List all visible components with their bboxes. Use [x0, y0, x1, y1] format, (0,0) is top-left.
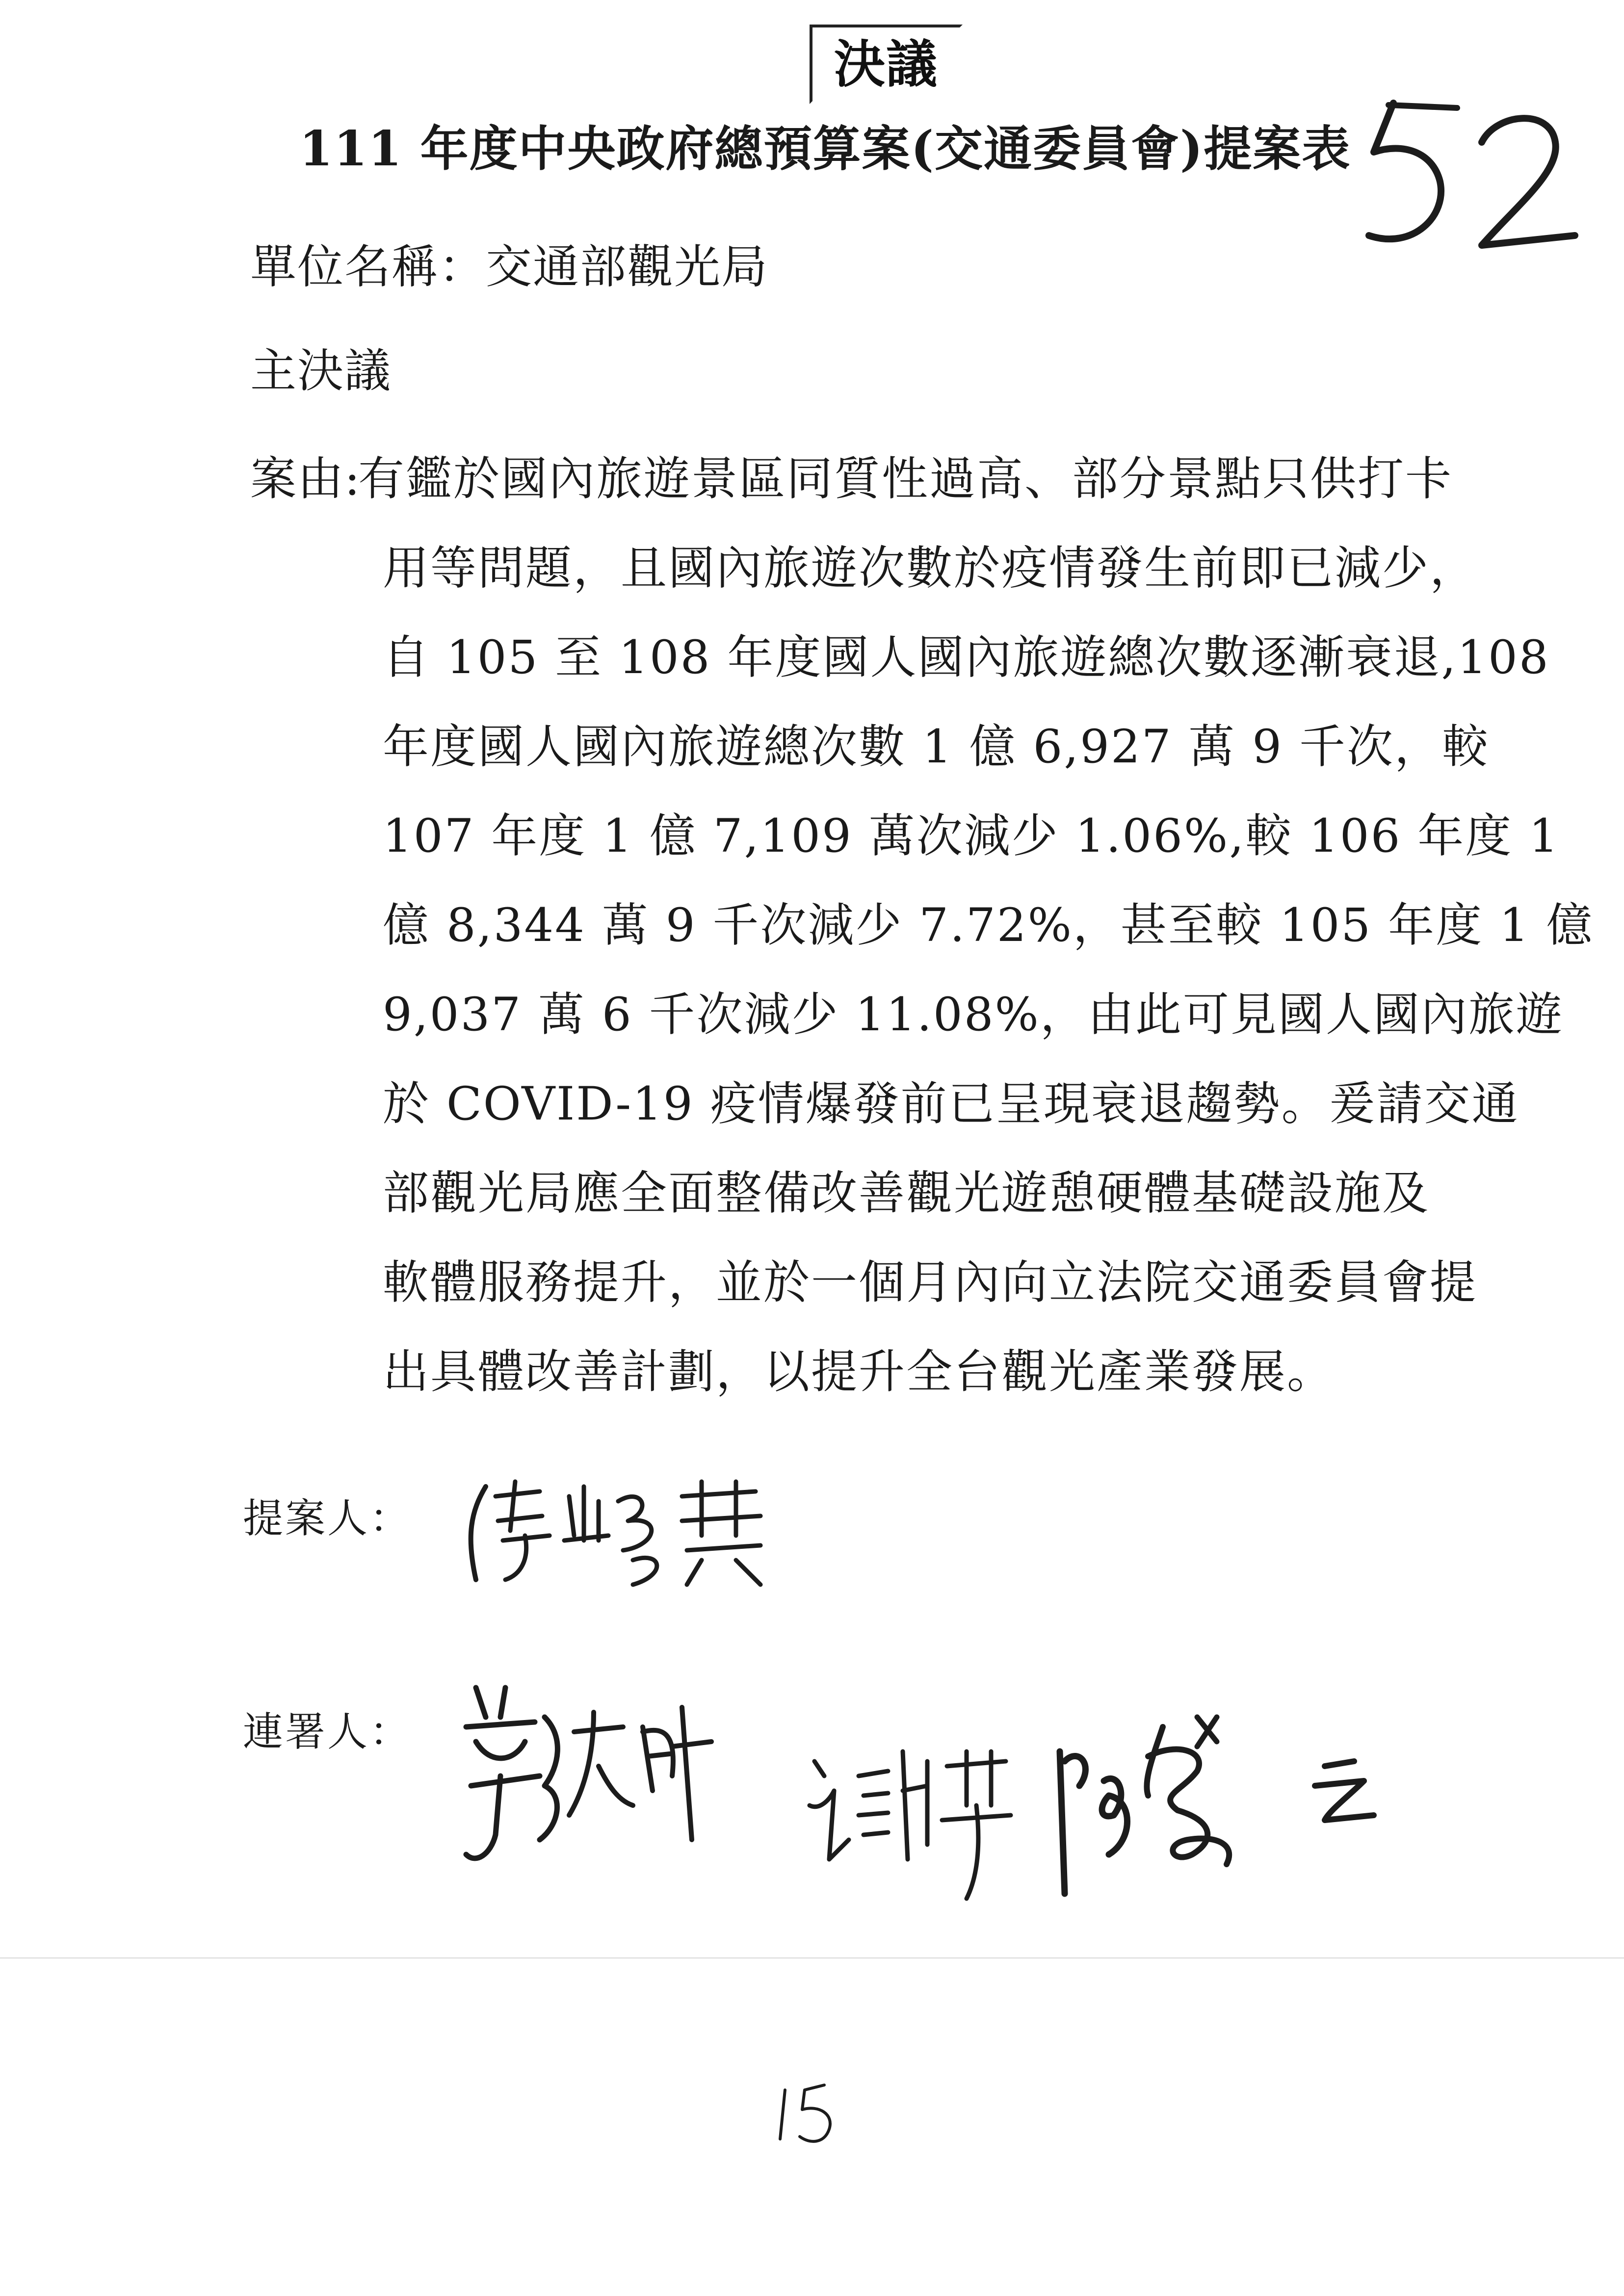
resolution-stamp: 決議	[810, 25, 963, 104]
reason-line: 億 8,344 萬 9 千次減少 7.72%，甚至較 105 年度 1 億	[383, 899, 1594, 952]
cosigner-signature	[1050, 1697, 1423, 1904]
proposer-signature	[456, 1467, 770, 1594]
reason-line: 出具體改善計劃，以提升全台觀光產業發展。	[383, 1345, 1335, 1399]
unit-value: 交通部觀光局	[486, 240, 769, 294]
scan-divider	[0, 1957, 1624, 1958]
handwritten-footer-page-number	[770, 2080, 849, 2149]
cosigner-signature	[805, 1732, 1021, 1913]
reason-line: 軟體服務提升，並於一個月內向立法院交通委員會提	[383, 1256, 1478, 1309]
handwritten-page-number	[1359, 88, 1585, 275]
proposer-label: 提案人：	[243, 1495, 412, 1542]
reason-line: 107 年度 1 億 7,109 萬次減少 1.06%,較 106 年度 1	[383, 809, 1560, 863]
reason-line: 有鑑於國內旅遊景區同質性過高、部分景點只供打卡	[358, 452, 1453, 506]
reason-line: 用等問題，且國內旅遊次數於疫情發生前即已減少，	[383, 542, 1478, 595]
reason-line: 年度國人國內旅遊總次數 1 億 6,927 萬 9 千次，較	[383, 720, 1490, 774]
unit-label: 單位名稱：	[250, 240, 486, 294]
resolution-type: 主決議	[250, 344, 392, 398]
cosigner-signature	[446, 1678, 721, 1884]
cosigners-label: 連署人：	[243, 1709, 412, 1755]
reason-line: 於 COVID-19 疫情爆發前已呈現衰退趨勢。爰請交通	[383, 1077, 1519, 1131]
reason-line: 自 105 至 108 年度國人國內旅遊總次數逐漸衰退,108	[383, 631, 1550, 684]
reason-line: 部觀光局應全面整備改善觀光遊憩硬體基礎設施及	[383, 1167, 1430, 1220]
reason-line: 9,037 萬 6 千次減少 11.08%，由此可見國人國內旅遊	[383, 988, 1564, 1042]
unit-line	[250, 230, 768, 296]
reason-label: 案由:	[250, 452, 361, 506]
document-title: 111 年度中央政府總預算案(交通委員會)提案表	[299, 121, 1351, 177]
